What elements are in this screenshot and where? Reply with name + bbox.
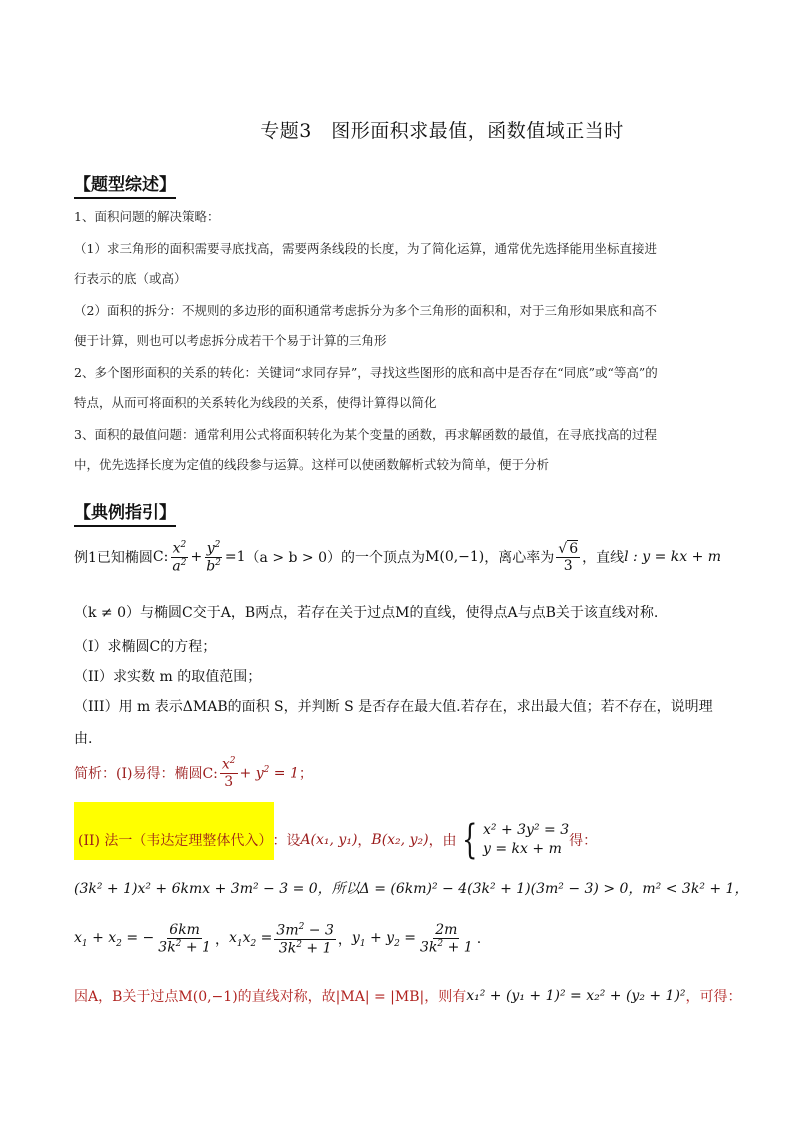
symmetry-suffix: ，可得： <box>685 989 742 1005</box>
example-condition: （a > b > 0）的一个顶点为 <box>245 550 426 567</box>
overview-line-8: 3、面积的最值问题：通常利用公式将面积转化为某个变量的函数，再求解函数的最值，在寻底找高的过程 <box>74 427 657 442</box>
ellipse-equation: C: $\frac{x^2}{a^2}$ + $\frac{y^2}{b^2}$ =1 <box>152 540 246 575</box>
answer-1: 简析：(I)易得：椭圆C: $\frac{x^2}{3}$ + $y^2 = 1$ ； <box>74 756 313 790</box>
eccentricity-value: $\frac{√ 6}{3}$ <box>558 540 579 574</box>
section-heading-overview: 【题型综述】 <box>74 170 176 199</box>
overview-line-7: 特点，从而可将面积的关系转化为线段的关系，使得计算得以简化 <box>74 395 437 410</box>
distance-equation: x₁² + (y₁ + 1)² = x₂² + (y₂ + 1)² <box>466 988 686 1004</box>
overview-line-2: （1）求三角形的面积需要寻底找高，需要两条线段的长度，为了简化运算，通常优先选择能用坐标直接进 <box>74 241 657 256</box>
answer-2-by: ，由 <box>428 833 457 849</box>
overview-line-5: 便于计算，则也可以考虑拆分成若干个易于计算的三角形 <box>74 333 387 348</box>
question-3-cont: 由. <box>74 731 93 747</box>
point-A: A(x₁, y₁) <box>300 832 358 848</box>
example-point: M(0,−1) <box>425 549 485 566</box>
vieta-formulas-line: $x_1 + x_2$ = − $\frac{6km}{3k^2 + 1}$ ， $x_1x_2$ = $\frac{3m^2 - 3}{3k^2 + 1}$ ， $y_1 + y_2$ = $\frac{2m}{3k^2 + 1}$ . <box>74 922 482 957</box>
overview-line-9: 中，优先选择长度为定值的线段参与运算。这样可以使函数解析式较为简单，便于分析 <box>74 457 550 472</box>
example-statement-line1 <box>74 540 734 575</box>
example-eccentricity-label: ，离心率为 <box>484 550 555 567</box>
symmetry-prefix: 因A，B关于过点M(0,−1)的直线对称，故|MA| = |MB|，则有 <box>74 989 467 1005</box>
example-line-label: ，直线 <box>582 550 625 567</box>
answer-2: (II) 法一（韦达定理整体代入） ：设 A(x₁, y₁) ， B(x₂, y₂) ，由 { x² + 3y² = 3 y = kx + m 得： <box>78 817 598 863</box>
answer-1-prefix: 简析：(I)易得：椭圆C: <box>74 765 218 782</box>
method-1-label: (II) 法一（韦达定理整体代入） <box>78 833 273 849</box>
answer-2-get: 得： <box>569 833 598 849</box>
symmetry-line <box>74 986 742 1006</box>
overview-line-4: （2）面积的拆分：不规则的多边形的面积通常考虑拆分为多个三角形的面积和，对于三角形如果底和高不 <box>74 303 657 318</box>
answer-1-suffix: ； <box>298 765 313 782</box>
system-eq-1: x² + 3y² = 3 <box>483 822 570 839</box>
answer-2-set: ：设 <box>272 833 301 849</box>
line-equation: l : y = kx + m <box>624 549 722 566</box>
question-1: （I）求椭圆C的方程； <box>74 639 217 655</box>
point-B: B(x₂, y₂) <box>371 832 429 848</box>
overview-line-1: 1、面积问题的解决策略： <box>74 209 220 224</box>
page-title: 专题3 图形面积求最值，函数值域正当时 <box>260 120 624 142</box>
example-prefix: 例1已知椭圆 <box>74 550 153 567</box>
overview-text <box>74 208 734 486</box>
question-3: （III）用 m 表示ΔMAB的面积 S，并判断 S 是否存在最大值.若存在，求出最大值；若不存在，说明理 <box>74 699 713 715</box>
section-heading-examples: 【典例指引】 <box>74 498 176 527</box>
equation-system: { x² + 3y² = 3 y = kx + m <box>461 817 570 863</box>
system-eq-2: y = kx + m <box>483 841 562 857</box>
question-2: （II）求实数 m 的取值范围； <box>74 669 262 685</box>
quadratic-equation-line: (3k² + 1)x² + 6kmx + 3m² − 3 = 0，所以Δ = (6km)² − 4(3k² + 1)(3m² − 3) > 0，m² < 3k² + 1， <box>74 881 749 897</box>
example-statement-line2: （k ≠ 0）与椭圆C交于A，B两点，若存在关于过点M的直线，使得点A与点B关于该直线对称. <box>74 605 659 621</box>
overview-line-6: 2、多个图形面积的关系的转化：关键词“求同存异”，寻找这些图形的底和高中是否存在“同底”或“等高”的 <box>74 365 658 380</box>
overview-line-3: 行表示的底（或高） <box>74 271 187 286</box>
